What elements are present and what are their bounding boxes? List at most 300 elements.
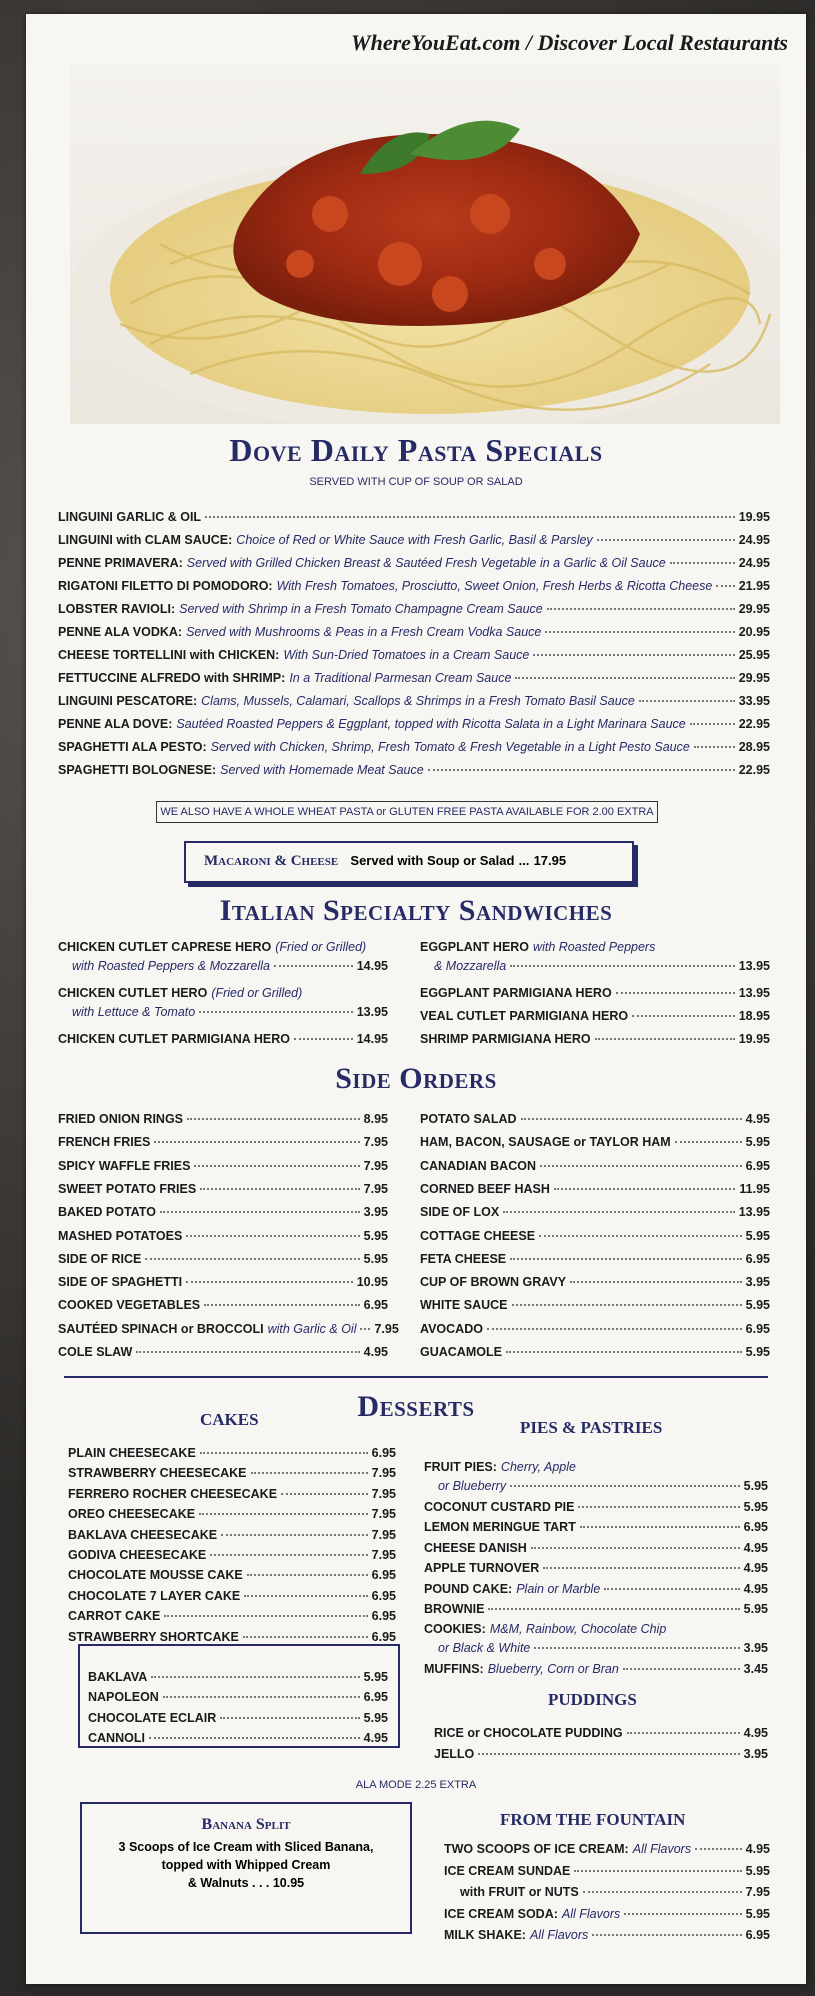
leader-dots (360, 1328, 370, 1330)
item-desc: All Flavors (529, 1928, 589, 1942)
side-item (58, 1182, 388, 1196)
pastry-item (88, 1670, 388, 1684)
leader-dots (154, 1141, 359, 1143)
menu-sheet (26, 14, 806, 1984)
item-desc: Sautéed Roasted Peppers & Eggplant, topped with Ricotta Salata in a Light Marinara Sauce (176, 717, 686, 731)
leader-dots (210, 1554, 367, 1556)
leader-dots (199, 1011, 353, 1013)
item-name: CUP OF BROWN GRAVY (420, 1275, 567, 1290)
item-name: BROWNIE (424, 1602, 485, 1616)
pastry-item (88, 1690, 388, 1704)
fountain-item (444, 1907, 770, 1921)
item-name: WHITE SAUCE (420, 1298, 508, 1313)
item-price: 7.95 (371, 1507, 396, 1522)
leader-dots (554, 1188, 736, 1190)
pasta-item (58, 510, 770, 524)
item-price: 6.95 (745, 1158, 770, 1173)
sandwich-item (58, 986, 388, 1000)
item-desc: Served with Homemade Meat Sauce (220, 763, 424, 777)
leader-dots (136, 1351, 359, 1353)
item-name: BAKED POTATO (58, 1205, 156, 1220)
item-price: 3.95 (745, 1275, 770, 1290)
sandwich-item-continued (434, 959, 770, 973)
item-name: SAUTÉED SPINACH or BROCCOLI (58, 1321, 264, 1336)
fountain-title: FROM THE FOUNTAIN (500, 1810, 686, 1829)
side-item (420, 1229, 770, 1243)
mac-cheese-box: Macaroni & Cheese Served with Soup or Salad ... 17.95 (184, 841, 634, 883)
item-name: POTATO SALAD (420, 1112, 517, 1126)
item-name: CARROT CAKE (68, 1609, 161, 1624)
leader-dots (281, 1493, 368, 1495)
pie-item-continued (438, 1641, 768, 1655)
sandwich-item (58, 940, 388, 954)
pie-item (424, 1520, 768, 1534)
leader-dots (163, 1696, 360, 1698)
leader-dots (204, 1304, 360, 1306)
leader-dots (547, 608, 735, 610)
leader-dots (595, 1038, 735, 1040)
item-price: 5.95 (743, 1479, 768, 1493)
pasta-item (58, 671, 770, 685)
item-price: 5.95 (743, 1500, 768, 1514)
banana-split-line1: 3 Scoops of Ice Cream with Sliced Banana, (118, 1840, 374, 1854)
item-name: CHICKEN CUTLET CAPRESE HERO (58, 940, 272, 954)
item-price: 6.95 (371, 1568, 396, 1583)
item-continued: or Black & White (438, 1641, 531, 1656)
item-desc: Plain or Marble (516, 1581, 601, 1596)
item-price: 5.95 (745, 1298, 770, 1313)
leader-dots (624, 1913, 741, 1915)
item-price: 20.95 (738, 625, 770, 639)
leader-dots (604, 1588, 739, 1590)
item-price: 5.95 (745, 1135, 770, 1150)
side-item (58, 1321, 399, 1336)
item-name: STRAWBERRY SHORTCAKE (68, 1629, 239, 1644)
leader-dots (623, 1668, 740, 1670)
item-name: RIGATONI FILETTO DI POMODORO: (58, 579, 273, 593)
pasta-photo (70, 64, 780, 424)
item-price: 13.95 (356, 1005, 388, 1019)
item-name: EGGPLANT HERO (420, 940, 530, 954)
leader-dots (164, 1615, 367, 1617)
item-name: PLAIN CHEESECAKE (68, 1446, 196, 1460)
pie-item (424, 1582, 768, 1596)
cake-item (68, 1630, 396, 1644)
item-price: 11.95 (739, 1181, 770, 1196)
item-price: 7.95 (374, 1321, 399, 1336)
leader-dots (531, 1547, 740, 1549)
item-price: 6.95 (371, 1629, 396, 1644)
leader-dots (510, 1258, 742, 1260)
pasta-item (58, 763, 770, 777)
leader-dots (512, 1304, 742, 1306)
pie-item (424, 1662, 768, 1676)
leader-dots (160, 1211, 360, 1213)
leader-dots (200, 1452, 368, 1454)
leader-dots (539, 1235, 742, 1237)
item-price: 24.95 (738, 556, 770, 570)
leader-dots (487, 1328, 742, 1330)
desserts-rule (64, 1376, 768, 1378)
side-item (58, 1345, 388, 1359)
item-price: 25.95 (738, 648, 770, 662)
side-item (420, 1298, 770, 1312)
pasta-title: Dove Daily Pasta Specials (229, 432, 603, 468)
leader-dots (534, 1647, 739, 1649)
item-price: 13.95 (738, 1205, 770, 1220)
pasta-item (58, 556, 770, 570)
item-desc: Served with Chicken, Shrimp, Fresh Tomato & Fresh Vegetable in a Light Pesto Sauce (210, 740, 690, 754)
leader-dots (627, 1732, 740, 1734)
pastry-item (88, 1711, 388, 1725)
mac-desc: Served with Soup or Salad (350, 853, 515, 868)
sandwich-item (420, 940, 770, 954)
item-price: 7.95 (745, 1885, 770, 1899)
item-price: 19.95 (738, 510, 770, 524)
item-price: 6.95 (745, 1928, 770, 1942)
pasta-subtitle: SERVED WITH CUP OF SOUP OR SALAD (309, 476, 523, 488)
item-name: SPICY WAFFLE FRIES (58, 1158, 191, 1173)
item-name: LINGUINI GARLIC & OIL (58, 510, 202, 524)
puddings-title: PUDDINGS (548, 1690, 637, 1709)
item-name: HAM, BACON, SAUSAGE or TAYLOR HAM (420, 1135, 671, 1150)
item-price: 4.95 (363, 1345, 388, 1359)
leader-dots (545, 631, 734, 633)
item-continued: & Mozzarella (434, 959, 507, 973)
item-name: POUND CAKE: (424, 1581, 513, 1596)
leader-dots (639, 700, 735, 702)
item-price: 4.95 (745, 1842, 770, 1856)
item-price: 4.95 (743, 1726, 768, 1740)
leader-dots (543, 1567, 739, 1569)
pudding-item (434, 1747, 768, 1761)
leader-dots (510, 965, 734, 967)
item-name: MASHED POTATOES (58, 1228, 183, 1243)
item-desc: Cherry, Apple (500, 1460, 576, 1474)
item-desc: (Fried or Grilled) (275, 940, 367, 954)
leader-dots (670, 562, 735, 564)
item-name: LEMON MERINGUE TART (424, 1520, 576, 1535)
item-price: 6.95 (371, 1609, 396, 1624)
pasta-item (58, 602, 770, 616)
item-price: 6.95 (371, 1446, 396, 1460)
item-name: CANNOLI (88, 1731, 145, 1746)
item-desc: (Fried or Grilled) (211, 986, 303, 1000)
item-name: PENNE PRIMAVERA: (58, 556, 183, 570)
item-name: CHOCOLATE 7 LAYER CAKE (68, 1588, 241, 1603)
leader-dots (583, 1891, 742, 1893)
item-price: 22.95 (738, 763, 770, 777)
item-price: 28.95 (738, 740, 770, 754)
item-desc: M&M, Rainbow, Chocolate Chip (489, 1622, 667, 1637)
item-price: 7.95 (371, 1466, 396, 1481)
fountain-item (444, 1864, 770, 1878)
mac-price: 17.95 (533, 853, 567, 868)
leader-dots (506, 1351, 742, 1353)
item-name: with FRUIT or NUTS (460, 1885, 579, 1899)
item-name: FETTUCCINE ALFREDO with SHRIMP: (58, 671, 286, 685)
side-item (420, 1205, 770, 1219)
side-item (420, 1135, 770, 1149)
item-name: COOKIES: (424, 1622, 486, 1637)
side-item (420, 1275, 770, 1289)
pie-item (424, 1602, 768, 1616)
item-name: NAPOLEON (88, 1690, 159, 1705)
item-price: 29.95 (738, 602, 770, 616)
item-price: 7.95 (363, 1135, 388, 1150)
item-price: 6.95 (745, 1251, 770, 1266)
item-price: 4.95 (745, 1112, 770, 1126)
item-price: 4.95 (363, 1731, 388, 1746)
item-price: 14.95 (356, 959, 388, 973)
sandwich-item (420, 1009, 770, 1023)
side-item (58, 1112, 388, 1126)
item-name: AVOCADO (420, 1321, 483, 1336)
item-name: SIDE OF SPAGHETTI (58, 1275, 183, 1290)
pastry-item (88, 1731, 388, 1745)
item-price: 8.95 (363, 1112, 388, 1126)
sandwiches-title: Italian Specialty Sandwiches (219, 894, 613, 927)
leader-dots (251, 1472, 368, 1474)
cakes-title: CAKES (200, 1410, 259, 1429)
item-price: 6.95 (743, 1520, 768, 1535)
leader-dots (695, 1848, 742, 1850)
banana-split-line2: topped with Whipped Cream (161, 1858, 331, 1872)
item-price: 4.95 (743, 1540, 768, 1555)
item-name: JELLO (434, 1747, 475, 1761)
side-item (420, 1182, 770, 1196)
cake-item (68, 1589, 396, 1603)
item-price: 3.95 (363, 1205, 388, 1220)
leader-dots (632, 1015, 735, 1017)
leader-dots (690, 723, 735, 725)
item-name: PENNE ALA DOVE: (58, 717, 173, 731)
item-name: OREO CHEESECAKE (68, 1507, 196, 1522)
item-name: APPLE TURNOVER (424, 1561, 540, 1576)
leader-dots (186, 1235, 359, 1237)
leader-dots (145, 1258, 359, 1260)
item-price: 13.95 (738, 986, 770, 1000)
item-name: COOKED VEGETABLES (58, 1298, 201, 1313)
item-desc: In a Traditional Parmesan Cream Sauce (289, 671, 512, 685)
item-name: CHEESE DANISH (424, 1540, 527, 1555)
pudding-item (434, 1726, 768, 1740)
sandwich-item (58, 1032, 388, 1046)
leader-dots (200, 1188, 359, 1190)
item-price: 6.95 (371, 1588, 396, 1603)
item-price: 14.95 (356, 1032, 388, 1046)
item-price: 7.95 (371, 1486, 396, 1501)
pasta-item (58, 579, 770, 593)
leader-dots (274, 965, 353, 967)
item-desc: with Roasted Peppers (533, 940, 656, 954)
item-continued: with Lettuce & Tomato (72, 1005, 196, 1019)
sides-title: Side Orders (335, 1062, 497, 1095)
item-price: 7.95 (363, 1158, 388, 1173)
item-price: 6.95 (363, 1298, 388, 1313)
leader-dots (194, 1165, 359, 1167)
pasta-item (58, 533, 770, 547)
item-name: PENNE ALA VODKA: (58, 625, 183, 639)
cake-item (68, 1446, 396, 1460)
leader-dots (570, 1281, 742, 1283)
item-price: 3.45 (743, 1662, 768, 1677)
leader-dots (716, 585, 734, 587)
leader-dots (578, 1506, 739, 1508)
leader-dots (428, 769, 735, 771)
leader-dots (592, 1934, 741, 1936)
item-price: 19.95 (738, 1032, 770, 1046)
item-price: 5.95 (745, 1906, 770, 1921)
item-price: 3.95 (743, 1747, 768, 1761)
item-name: FRUIT PIES: (424, 1460, 497, 1474)
pasta-item (58, 717, 770, 731)
side-item (420, 1252, 770, 1266)
item-name: ICE CREAM SODA: (444, 1906, 558, 1921)
leader-dots (580, 1526, 740, 1528)
fountain-item (460, 1885, 770, 1899)
leader-dots (149, 1737, 360, 1739)
pie-item (424, 1460, 768, 1474)
item-name: CHOCOLATE MOUSSE CAKE (68, 1568, 243, 1583)
side-item (58, 1275, 388, 1289)
item-desc: Served with Shrimp in a Fresh Tomato Champagne Cream Sauce (179, 602, 543, 616)
cake-item (68, 1487, 396, 1501)
item-name: FETA CHEESE (420, 1251, 507, 1266)
leader-dots (503, 1211, 735, 1213)
alamode-note: ALA MODE 2.25 EXTRA (355, 1779, 477, 1791)
item-continued: with Roasted Peppers & Mozzarella (72, 959, 271, 973)
item-name: LINGUINI PESCATORE: (58, 694, 198, 708)
item-desc: With Sun-Dried Tomatoes in a Cream Sauce (283, 648, 530, 662)
item-name: FERRERO ROCHER CHEESECAKE (68, 1486, 278, 1501)
leader-dots (244, 1595, 367, 1597)
leader-dots (521, 1118, 742, 1120)
pie-item (424, 1500, 768, 1514)
item-name: SIDE OF LOX (420, 1205, 500, 1220)
item-name: CORNED BEEF HASH (420, 1181, 550, 1196)
pies-title: PIES & PASTRIES (520, 1418, 663, 1437)
item-price: 33.95 (738, 694, 770, 708)
fountain-item (444, 1928, 770, 1942)
cake-item (68, 1528, 396, 1542)
leader-dots (294, 1038, 353, 1040)
item-name: BAKLAVA (88, 1670, 148, 1684)
item-price: 6.95 (363, 1690, 388, 1705)
item-name: MUFFINS: (424, 1662, 484, 1677)
leader-dots (205, 516, 735, 518)
banana-split-line3: & Walnuts . . . 10.95 (187, 1876, 305, 1890)
leader-dots (151, 1676, 359, 1678)
item-name: GODIVA CHEESECAKE (68, 1548, 207, 1562)
side-item (420, 1322, 770, 1336)
leader-dots (221, 1534, 368, 1536)
leader-dots (488, 1608, 739, 1610)
side-item (58, 1135, 388, 1149)
item-name: FRENCH FRIES (58, 1135, 151, 1150)
cake-item (68, 1548, 396, 1562)
cake-item (68, 1507, 396, 1521)
item-price: 3.95 (743, 1641, 768, 1656)
item-price: 13.95 (738, 959, 770, 973)
leader-dots (243, 1636, 368, 1638)
leader-dots (187, 1118, 360, 1120)
side-item (420, 1345, 770, 1359)
item-price: 7.95 (371, 1527, 396, 1542)
item-name: STRAWBERRY CHEESECAKE (68, 1466, 247, 1481)
spaghetti-image (70, 64, 780, 424)
leader-dots (597, 539, 735, 541)
leader-dots (675, 1141, 742, 1143)
side-item (58, 1159, 388, 1173)
leader-dots (694, 746, 735, 748)
item-name: CHICKEN CUTLET PARMIGIANA HERO (58, 1032, 290, 1046)
fountain-item (444, 1842, 770, 1856)
item-price: 5.95 (745, 1228, 770, 1243)
cake-item (68, 1609, 396, 1623)
item-name: MILK SHAKE: (444, 1928, 526, 1942)
item-price: 7.95 (363, 1181, 388, 1196)
pasta-item (58, 694, 770, 708)
pie-item (424, 1541, 768, 1555)
pasta-item (58, 740, 770, 754)
item-name: CHICKEN CUTLET HERO (58, 986, 208, 1000)
sandwich-item-continued (72, 959, 388, 973)
item-name: CHOCOLATE ECLAIR (88, 1710, 217, 1725)
sandwich-item-continued (72, 1005, 388, 1019)
item-name: SIDE OF RICE (58, 1251, 142, 1266)
item-name: COTTAGE CHEESE (420, 1228, 536, 1243)
item-name: SHRIMP PARMIGIANA HERO (420, 1032, 591, 1046)
item-continued: or Blueberry (438, 1479, 507, 1493)
item-price: 6.95 (745, 1321, 770, 1336)
sandwich-item (420, 1032, 770, 1046)
item-price: 29.95 (738, 671, 770, 685)
item-desc: All Flavors (632, 1842, 692, 1856)
banana-split-title: Banana Split (201, 1816, 291, 1833)
item-name: LINGUINI with CLAM SAUCE: (58, 533, 233, 547)
item-name: CANADIAN BACON (420, 1158, 536, 1173)
item-price: 5.95 (363, 1228, 388, 1243)
leader-dots (616, 992, 735, 994)
leader-dots (220, 1717, 359, 1719)
pie-item-continued (438, 1479, 768, 1493)
item-name: EGGPLANT PARMIGIANA HERO (420, 986, 612, 1000)
pie-item (424, 1622, 768, 1636)
item-desc: with Garlic & Oil (267, 1321, 357, 1336)
item-name: SPAGHETTI ALA PESTO: (58, 740, 207, 754)
item-price: 5.95 (743, 1602, 768, 1616)
item-name: SPAGHETTI BOLOGNESE: (58, 763, 217, 777)
side-item (58, 1252, 388, 1266)
item-desc: With Fresh Tomatoes, Prosciutto, Sweet Onion, Fresh Herbs & Ricotta Cheese (276, 579, 713, 593)
item-price: 5.95 (745, 1863, 770, 1878)
item-name: VEAL CUTLET PARMIGIANA HERO (420, 1009, 629, 1023)
side-item (420, 1159, 770, 1173)
mac-name: Macaroni & Cheese (204, 853, 339, 869)
item-price: 18.95 (738, 1009, 770, 1023)
item-price: 24.95 (738, 533, 770, 547)
item-name: FRIED ONION RINGS (58, 1112, 184, 1126)
pasta-item (58, 648, 770, 662)
sandwich-item (420, 986, 770, 1000)
item-desc: Blueberry, Corn or Bran (487, 1662, 619, 1677)
pie-item (424, 1561, 768, 1575)
item-name: ICE CREAM SUNDAE (444, 1863, 571, 1878)
leader-dots (478, 1753, 739, 1755)
watermark: WhereYouEat.com / Discover Local Restaurants (351, 30, 788, 55)
side-item (58, 1229, 388, 1243)
